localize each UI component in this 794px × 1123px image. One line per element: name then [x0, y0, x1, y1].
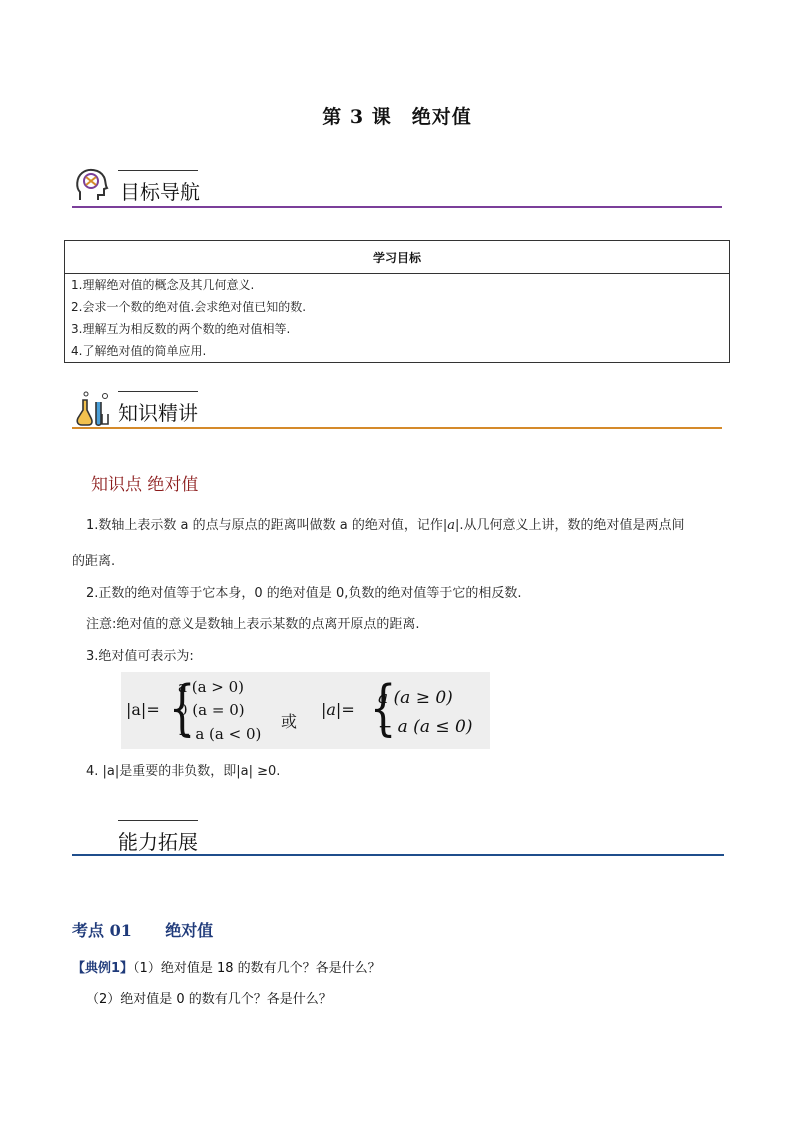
goal-row: 4.了解绝对值的简单应用.	[65, 340, 730, 363]
goal-row: 2.会求一个数的绝对值.会求绝对值已知的数.	[65, 296, 730, 318]
brain-head-icon	[72, 166, 112, 206]
goal-row: 1.理解绝对值的概念及其几何意义.	[65, 274, 730, 297]
paragraph-1-cont: 的距离.	[72, 554, 116, 569]
example-question-2: （2）绝对值是 0 的数有几个？各是什么？	[86, 992, 332, 1007]
knowledge-point-title: 知识点 绝对值	[91, 475, 199, 495]
goals-table-header: 学习目标	[65, 241, 730, 274]
section-top-line	[118, 391, 198, 392]
section-title-goals: 目标导航	[120, 180, 200, 204]
exam-point-title: 考点 01 绝对值	[72, 921, 214, 940]
absolute-value-formula: |a|= { a (a > 0) 0 (a = 0) − a (a < 0) 或 |a|= { a (a ≥ 0) − a (a ≤ 0)	[121, 672, 490, 749]
goal-row: 3.理解互为相反数的两个数的绝对值相等.	[65, 318, 730, 340]
paragraph-3: 3.绝对值可表示为:	[86, 649, 194, 664]
lab-flask-icon	[72, 388, 112, 428]
note: 注意:绝对值的意义是数轴上表示某数的点离开原点的距离.	[86, 617, 420, 632]
paragraph-2: 2.正数的绝对值等于它本身，0 的绝对值是 0,负数的绝对值等于它的相反数.	[86, 586, 522, 601]
paragraph-1: 1.数轴上表示数 a 的点与原点的距离叫做数 a 的绝对值，记作|a|.从几何意义上讲，数的绝对值是两点间	[86, 518, 685, 533]
paragraph-4: 4. |a|是重要的非负数，即|a| ≥0.	[86, 764, 281, 779]
section-top-line	[118, 820, 198, 821]
example-question-1: 【典例1】（1）绝对值是 18 的数有几个？各是什么？	[72, 961, 381, 976]
section-title-knowledge: 知识精讲	[118, 401, 198, 425]
section-rule-goals	[72, 206, 722, 208]
goals-table	[64, 240, 730, 363]
section-top-line	[118, 170, 198, 171]
section-rule-ability	[72, 854, 724, 856]
page-title: 第 3 课 绝对值	[322, 106, 472, 128]
section-title-ability: 能力拓展	[118, 830, 198, 854]
section-rule-knowledge	[72, 427, 722, 429]
